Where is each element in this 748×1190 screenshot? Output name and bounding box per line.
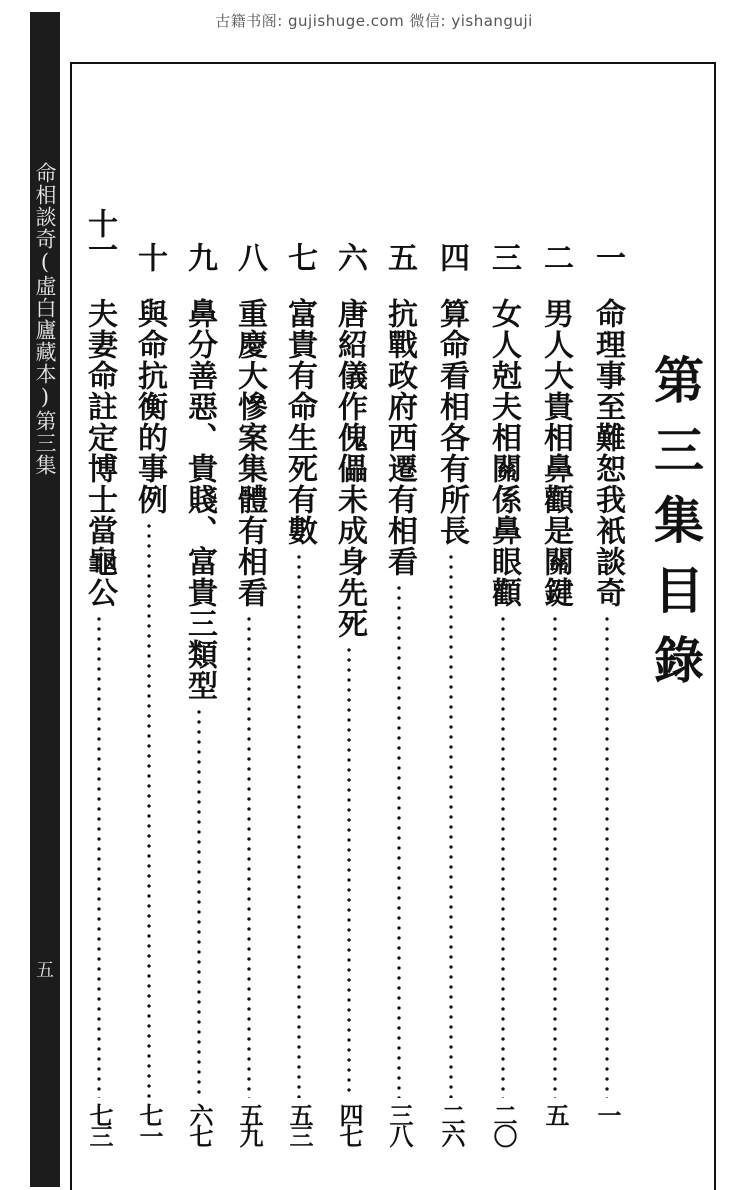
toc-entry: [326, 198, 372, 1153]
toc-entry: [480, 198, 526, 1153]
leader-dots: [147, 521, 151, 1098]
toc-entry-page: 五: [541, 1103, 570, 1124]
toc-entry-page: 二〇: [489, 1103, 518, 1145]
toc-entry-number: 六: [332, 242, 367, 268]
toc-entry-number: 一: [590, 242, 625, 268]
toc-entry-number: 十: [132, 242, 167, 268]
toc-entry-title: 抗戰政府西遷有相看: [382, 298, 417, 577]
toc-entry-title: 女人尅夫相關係鼻眼顴: [486, 298, 521, 608]
toc-entry-title: 唐紹儀作傀儡未成身先死: [332, 298, 367, 639]
toc-entry-page: 二六: [437, 1103, 466, 1145]
leader-dots: [501, 614, 505, 1098]
toc-entry-number: 九: [182, 242, 217, 268]
leader-dots: [247, 614, 251, 1098]
toc-entry-page: 七一: [135, 1103, 164, 1145]
leader-dots: [97, 614, 101, 1098]
leader-dots: [605, 614, 609, 1098]
toc-entry-title: 夫妻命註定博士當龜公: [82, 298, 117, 608]
toc-entry-page: 四七: [335, 1103, 364, 1145]
toc-entry-number: 七: [282, 242, 317, 268]
toc-entry-page: 七三: [85, 1103, 114, 1145]
spine-page-number: 五: [36, 960, 54, 981]
toc-entry-title: 重慶大慘案集體有相看: [232, 298, 267, 608]
toc-entry-title: 男人大貴相鼻顴是關鍵: [538, 298, 573, 608]
toc-entry: [76, 198, 122, 1153]
leader-dots: [397, 583, 401, 1098]
toc-heading: 第三集目錄: [646, 354, 705, 704]
toc-entry: [428, 198, 474, 1153]
leader-dots: [347, 645, 351, 1098]
leader-dots: [553, 614, 557, 1098]
leader-dots: [297, 552, 301, 1098]
toc-entry-number: 三: [486, 242, 521, 268]
toc-entry: [584, 198, 630, 1153]
toc-entry: [226, 198, 272, 1153]
toc-entry-number: 二: [538, 242, 573, 268]
leader-dots: [449, 552, 453, 1098]
toc-entry-page: 三八: [385, 1103, 414, 1145]
toc-entry-page: 五九: [235, 1103, 264, 1145]
toc-entry-page: 一: [593, 1103, 622, 1124]
spine-title: 命相談奇(虛白廬藏本)第三集: [33, 162, 57, 476]
leader-dots: [197, 707, 201, 1098]
watermark: 古籍书阁: gujishuge.com 微信: yishanguji: [215, 12, 533, 30]
toc-entry-page: 五三: [285, 1103, 314, 1145]
toc-entry: [376, 198, 422, 1153]
toc-entry-title: 與命抗衡的事例: [132, 298, 167, 515]
toc-entry-number: 八: [232, 242, 267, 268]
toc-entry-number: 四: [434, 242, 469, 268]
toc-entry-page: 六七: [185, 1103, 214, 1145]
toc-entry-number: 五: [382, 242, 417, 268]
toc-entry-title: 富貴有命生死有數: [282, 298, 317, 546]
toc-entry-number: 十一: [82, 208, 117, 260]
toc-entry: [276, 198, 322, 1153]
toc-entry-title: 鼻分善惡、貴賤、富貴三類型: [182, 298, 217, 701]
toc-entry-title: 命理事至難恕我衹談奇: [590, 298, 625, 608]
toc-entry-title: 算命看相各有所長: [434, 298, 469, 546]
toc-entry: [532, 198, 578, 1153]
toc-entry: [126, 198, 172, 1153]
book-spine: [30, 12, 60, 1187]
toc-entry: [176, 198, 222, 1153]
